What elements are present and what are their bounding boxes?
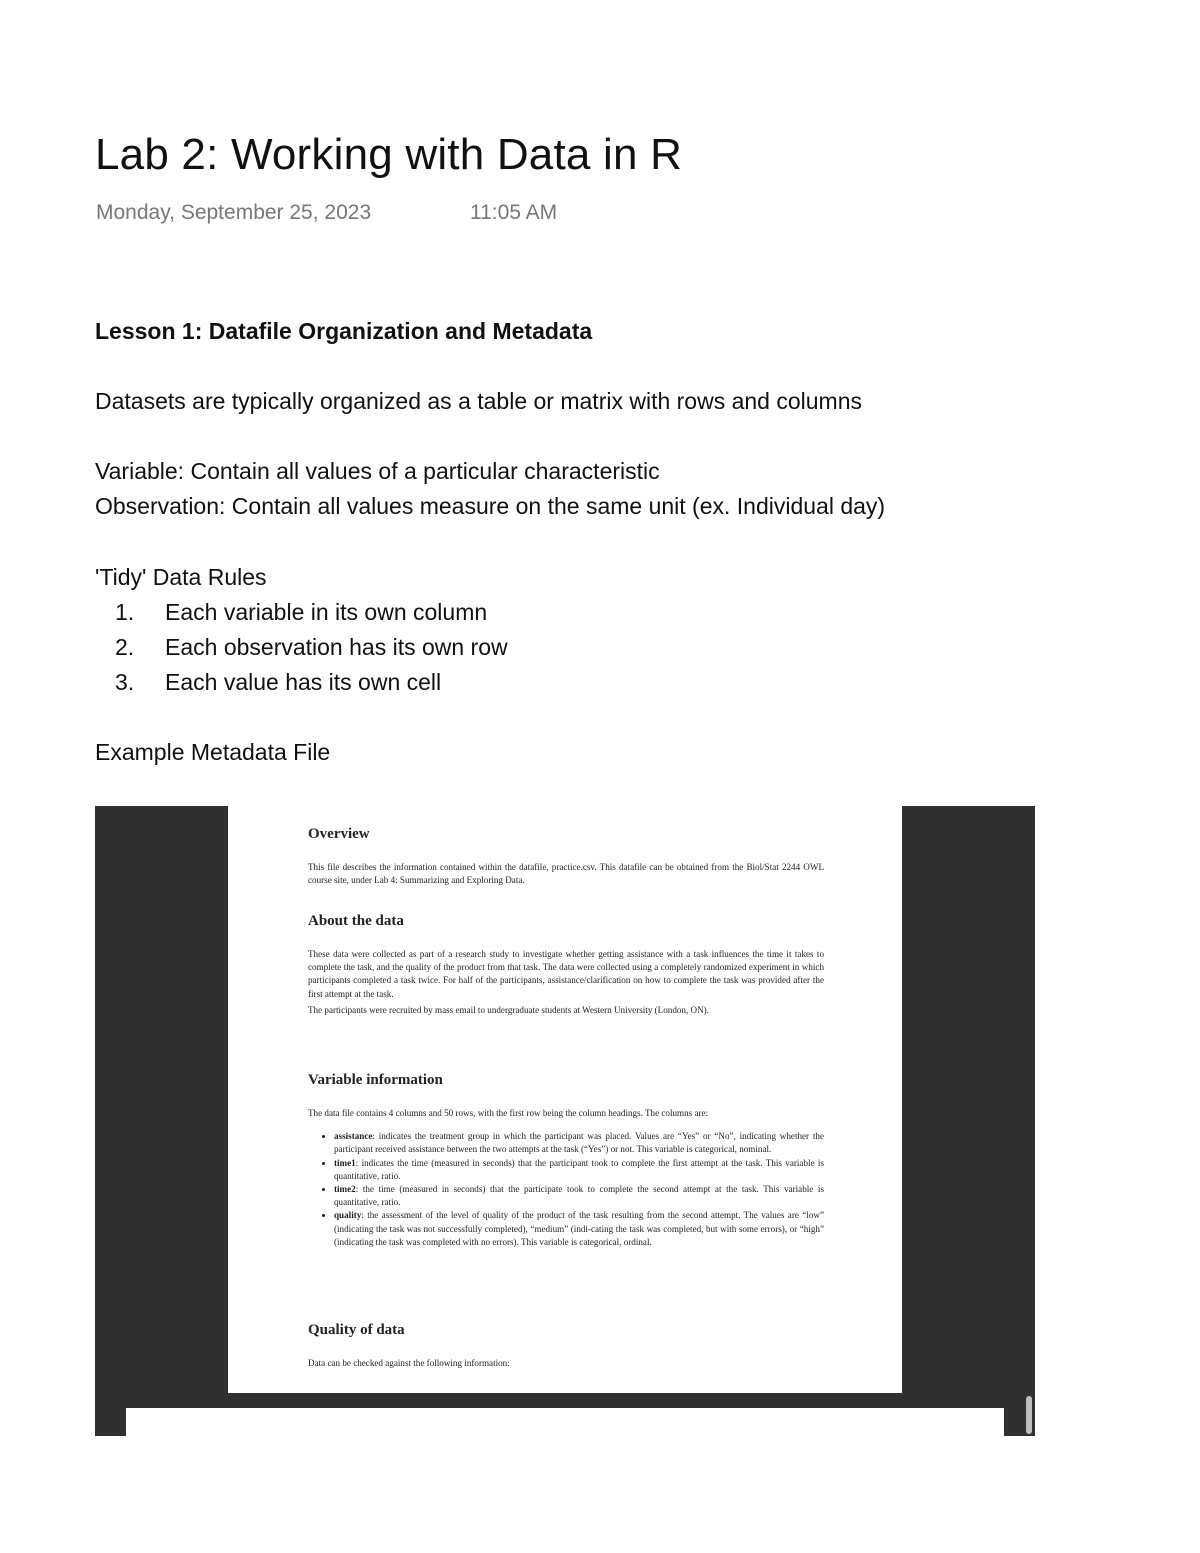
next-document-page	[126, 1408, 1004, 1436]
variable-list	[308, 1130, 824, 1249]
list-item: • time2: the time (measured in seconds) that the participate took to complete the second attempt at the task. This variable is quantitative, ratio.	[334, 1183, 824, 1209]
scrollbar-thumb[interactable]	[1026, 1396, 1032, 1434]
variable-intro: The data file contains 4 columns and 50 rows, with the first row being the column headings. The columns are:	[308, 1108, 709, 1118]
about-heading: About the data	[308, 913, 404, 929]
example-metadata-label: Example Metadata File	[95, 739, 331, 765]
quality-text: Data can be checked against the following information:	[308, 1358, 510, 1368]
lesson-heading: Lesson 1: Datafile Organization and Metadata	[95, 318, 593, 344]
tidy-rules-list	[115, 598, 508, 703]
tidy-rules-heading: 'Tidy' Data Rules	[95, 564, 267, 590]
variable-definition: Variable: Contain all values of a particular characteristic	[95, 458, 660, 484]
about-text: These data were collected as part of a research study to investigate whether getting assistance with a task influences the time it takes to complete the task, and the quality of the product from that task. The data were collected using a completely randomized experiment in which participants completed a task twice. For half of the participants, assistance/clarification on how to complete the task was provided after the first attempt at the task.	[308, 949, 824, 999]
about-text-recruitment: The participants were recruited by mass email to undergraduate students at Western University (London, ON).	[308, 1004, 709, 1015]
list-item: • time1: indicates the time (measured in seconds) that the participant took to complete the first attempt at the task. This variable is quantitative, ratio.	[334, 1157, 824, 1183]
list-item: • assistance: indicates the treatment group in which the participant was placed. Values are “Yes” or “No”, indicating whether the participant received assistance between the two attempts at the task (“Yes”) or not. This variable is categorical, nominal.	[334, 1130, 824, 1156]
list-item: 2. Each observation has its own row	[115, 634, 508, 660]
page-date: Monday, September 25, 2023	[96, 201, 372, 224]
overview-text: This file describes the information contained within the datafile, practice.csv. This datafile can be obtained from the Biol/Stat 2244 OWL course site, under Lab 4: Summarizing and Exploring Data.	[308, 862, 824, 886]
metadata-screenshot	[95, 806, 1035, 1436]
list-item: 3. Each value has its own cell	[115, 669, 442, 695]
page-title: Lab 2: Working with Data in R	[95, 130, 683, 179]
page-timestamp	[96, 201, 558, 225]
quality-heading: Quality of data	[308, 1322, 405, 1338]
overview-heading: Overview	[308, 826, 370, 842]
list-item: • quality: the assessment of the level of quality of the product of the task resulting from the second attempt. The values are “low” (indicating the task was not successfully completed), “medium” (indi-cating the task was completed, but with some errors), or “high” (indicating the task was completed with no errors). This variable is categorical, ordinal.	[334, 1209, 824, 1249]
variable-heading: Variable information	[308, 1072, 443, 1088]
observation-definition: Observation: Contain all values measure on the same unit (ex. Individual day)	[95, 493, 886, 519]
metadata-document-page	[228, 806, 902, 1393]
list-item: 1. Each variable in its own column	[115, 599, 488, 625]
datasets-paragraph: Datasets are typically organized as a table or matrix with rows and columns	[95, 388, 863, 414]
page-time: 11:05 AM	[470, 201, 558, 224]
